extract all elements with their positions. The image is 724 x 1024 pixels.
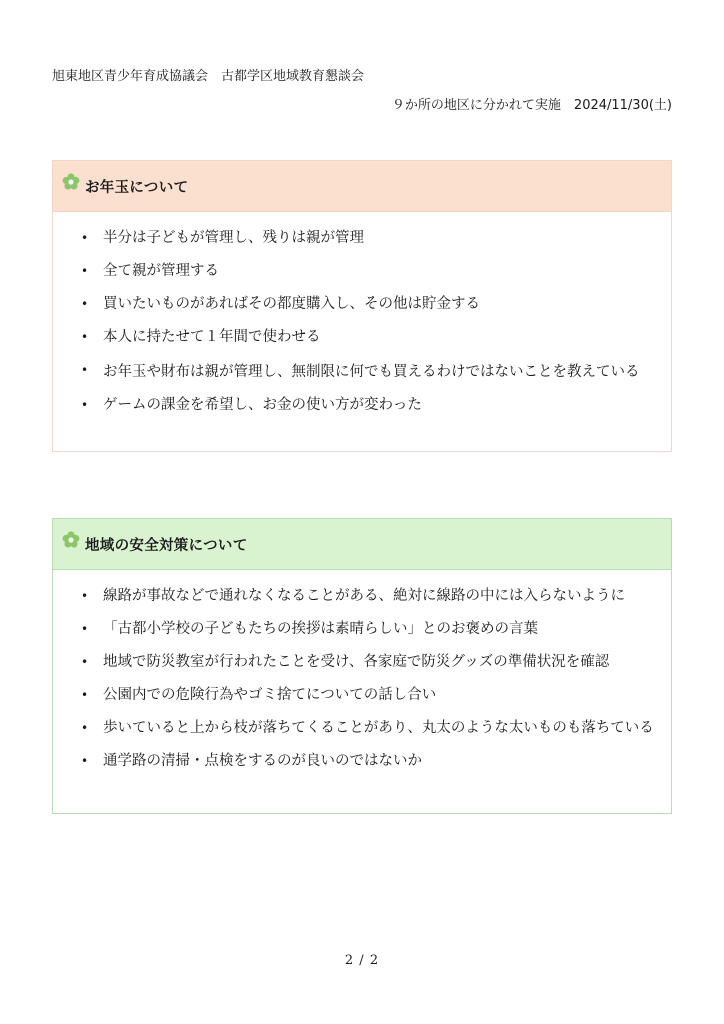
list-item: • 「古都小学校の子どもたちの挨拶は素晴らしい」とのお褒めの言葉 (53, 613, 671, 646)
list-item: • ゲームの課金を希望し、お金の使い方が変わった (53, 389, 671, 422)
page-number: 2 / 2 (344, 953, 380, 968)
list-item: • 本人に持たせて１年間で使わせる (53, 321, 671, 354)
list-item: • お年玉や財布は親が管理し、無制限に何でも買えるわけではないことを教えている (53, 354, 671, 389)
list-item: • 歩いていると上から枝が落ちてくることがあり、丸太のような太いものも落ちている (53, 712, 671, 745)
section-header (53, 519, 671, 570)
bullet-icon: • (81, 231, 89, 245)
list-item: • 公園内での危険行為やゴミ捨てについての話し合い (53, 679, 671, 712)
section-title: 地域の安全対策について (85, 537, 248, 554)
bullet-icon: • (81, 363, 89, 377)
list-item: • 全て親が管理する (53, 255, 671, 288)
bullet-icon: • (81, 754, 89, 768)
bullet-icon: • (81, 398, 89, 412)
section-community-safety (52, 518, 672, 814)
bullet-icon: • (81, 655, 89, 669)
section-otoshidama (52, 160, 672, 452)
list-item: • 通学路の清掃・点検をするのが良いのではないか (53, 745, 671, 778)
flower-icon (61, 172, 81, 192)
date-line: ９か所の地区に分かれて実施 2024/11/30(土) (391, 98, 672, 113)
bullet-icon: • (81, 297, 89, 311)
list-item: • 地域で防災教室が行われたことを受け、各家庭で防災グッズの準備状況を確認 (53, 646, 671, 679)
flower-icon (61, 530, 81, 550)
section-header (53, 161, 671, 212)
section-item-list (53, 570, 671, 778)
list-item: • 線路が事故などで通れなくなることがある、絶対に線路の中には入らないように (53, 580, 671, 613)
bullet-icon: • (81, 264, 89, 278)
bullet-icon: • (81, 330, 89, 344)
list-item: • 半分は子どもが管理し、残りは親が管理 (53, 222, 671, 255)
bullet-icon: • (81, 688, 89, 702)
bullet-icon: • (81, 622, 89, 636)
bullet-icon: • (81, 721, 89, 735)
list-item: • 買いたいものがあればその都度購入し、その他は貯金する (53, 288, 671, 321)
section-title: お年玉について (85, 179, 189, 196)
bullet-icon: • (81, 589, 89, 603)
organizers-line: 旭東地区青少年育成協議会 古都学区地域教育懇談会 (52, 69, 365, 84)
section-item-list (53, 212, 671, 422)
